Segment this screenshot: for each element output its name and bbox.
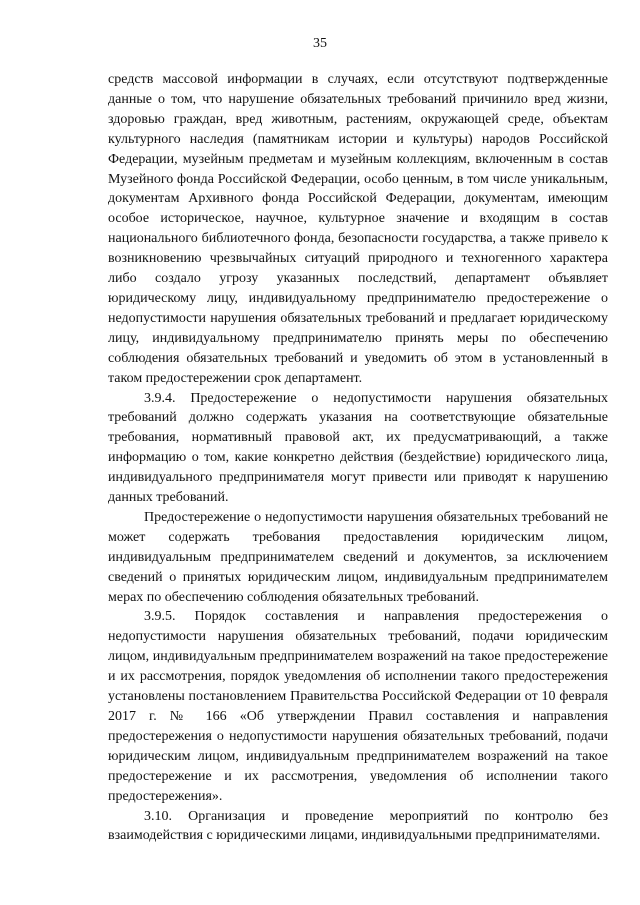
document-body (108, 70, 608, 846)
paragraph: средств массовой информации в случаях, если отсутствуют подтвержденные данные о том, что нарушение обязательных требований причинило вред жизни, здоровью граждан, вред животным, растениям, окружающей среде, объектам культурного наследия (памятникам истории и культуры) народов Российской Федерации, музейным предметам и музейным коллекциям, включенным в состав Музейного фонда Российской Федерации, особо ценным, в том числе уникальным, документам Архивного фонда Российской Федерации, документам, имеющим особое историческое, научное, культурное значение и входящим в состав национального библиотечного фонда, безопасности государства, а также привело к возникновению чрезвычайных ситуаций природного и техногенного характера либо создало угрозу указанных последствий, департамент объявляет юридическому лицу, индивидуальному предпринимателю предостережение о недопустимости нарушения обязательных требований и предлагает юридическому лицу, индивидуальному предпринимателю принять меры по обеспечению соблюдения обязательных требований и уведомить об этом в установленный в таком предостережении срок департамент. (108, 72, 608, 386)
paragraph-3-10: 3.10. Организация и проведение мероприятий по контролю без взаимодействия с юридическими лицами, индивидуальными предпринимателями. (108, 808, 608, 844)
paragraph-3-9-5: 3.9.5. Порядок составления и направления предостережения о недопустимости нарушения обязательных требований, подачи юридическим лицом, индивидуальным предпринимателем возражений на такое предостережение и их рассмотрения, порядок уведомления об исполнении такого предостережения установлены постановлением Правительства Российской Федерации от 10 февраля 2017 г. № 166 «Об утверждении Правил составления и направления предостережения о недопустимости нарушения обязательных требований, подачи юридическим лицом, индивидуальным предпринимателем возражений на такое предостережение и их рассмотрения, уведомления об исполнении такого предостережения». (108, 609, 608, 804)
paragraph-3-9-4: 3.9.4. Предостережение о недопустимости нарушения обязательных требований должно содержать указания на соответствующие обязательные требования, нормативный правовой акт, их предусматривающий, а также информацию о том, какие конкретно действия (бездействие) юридического лица, индивидуального предпринимателя могут привести или приводят к нарушению данных требований. (108, 390, 608, 506)
page-number: 35 (313, 36, 327, 51)
paragraph: Предостережение о недопустимости нарушения обязательных требований не может содержать требования предоставления юридическим лицом, индивидуальным предпринимателем сведений и документов, за исключением сведений о принятых юридическим лицом, индивидуальным предпринимателем мерах по обеспечению соблюдения обязательных требований. (108, 509, 608, 605)
